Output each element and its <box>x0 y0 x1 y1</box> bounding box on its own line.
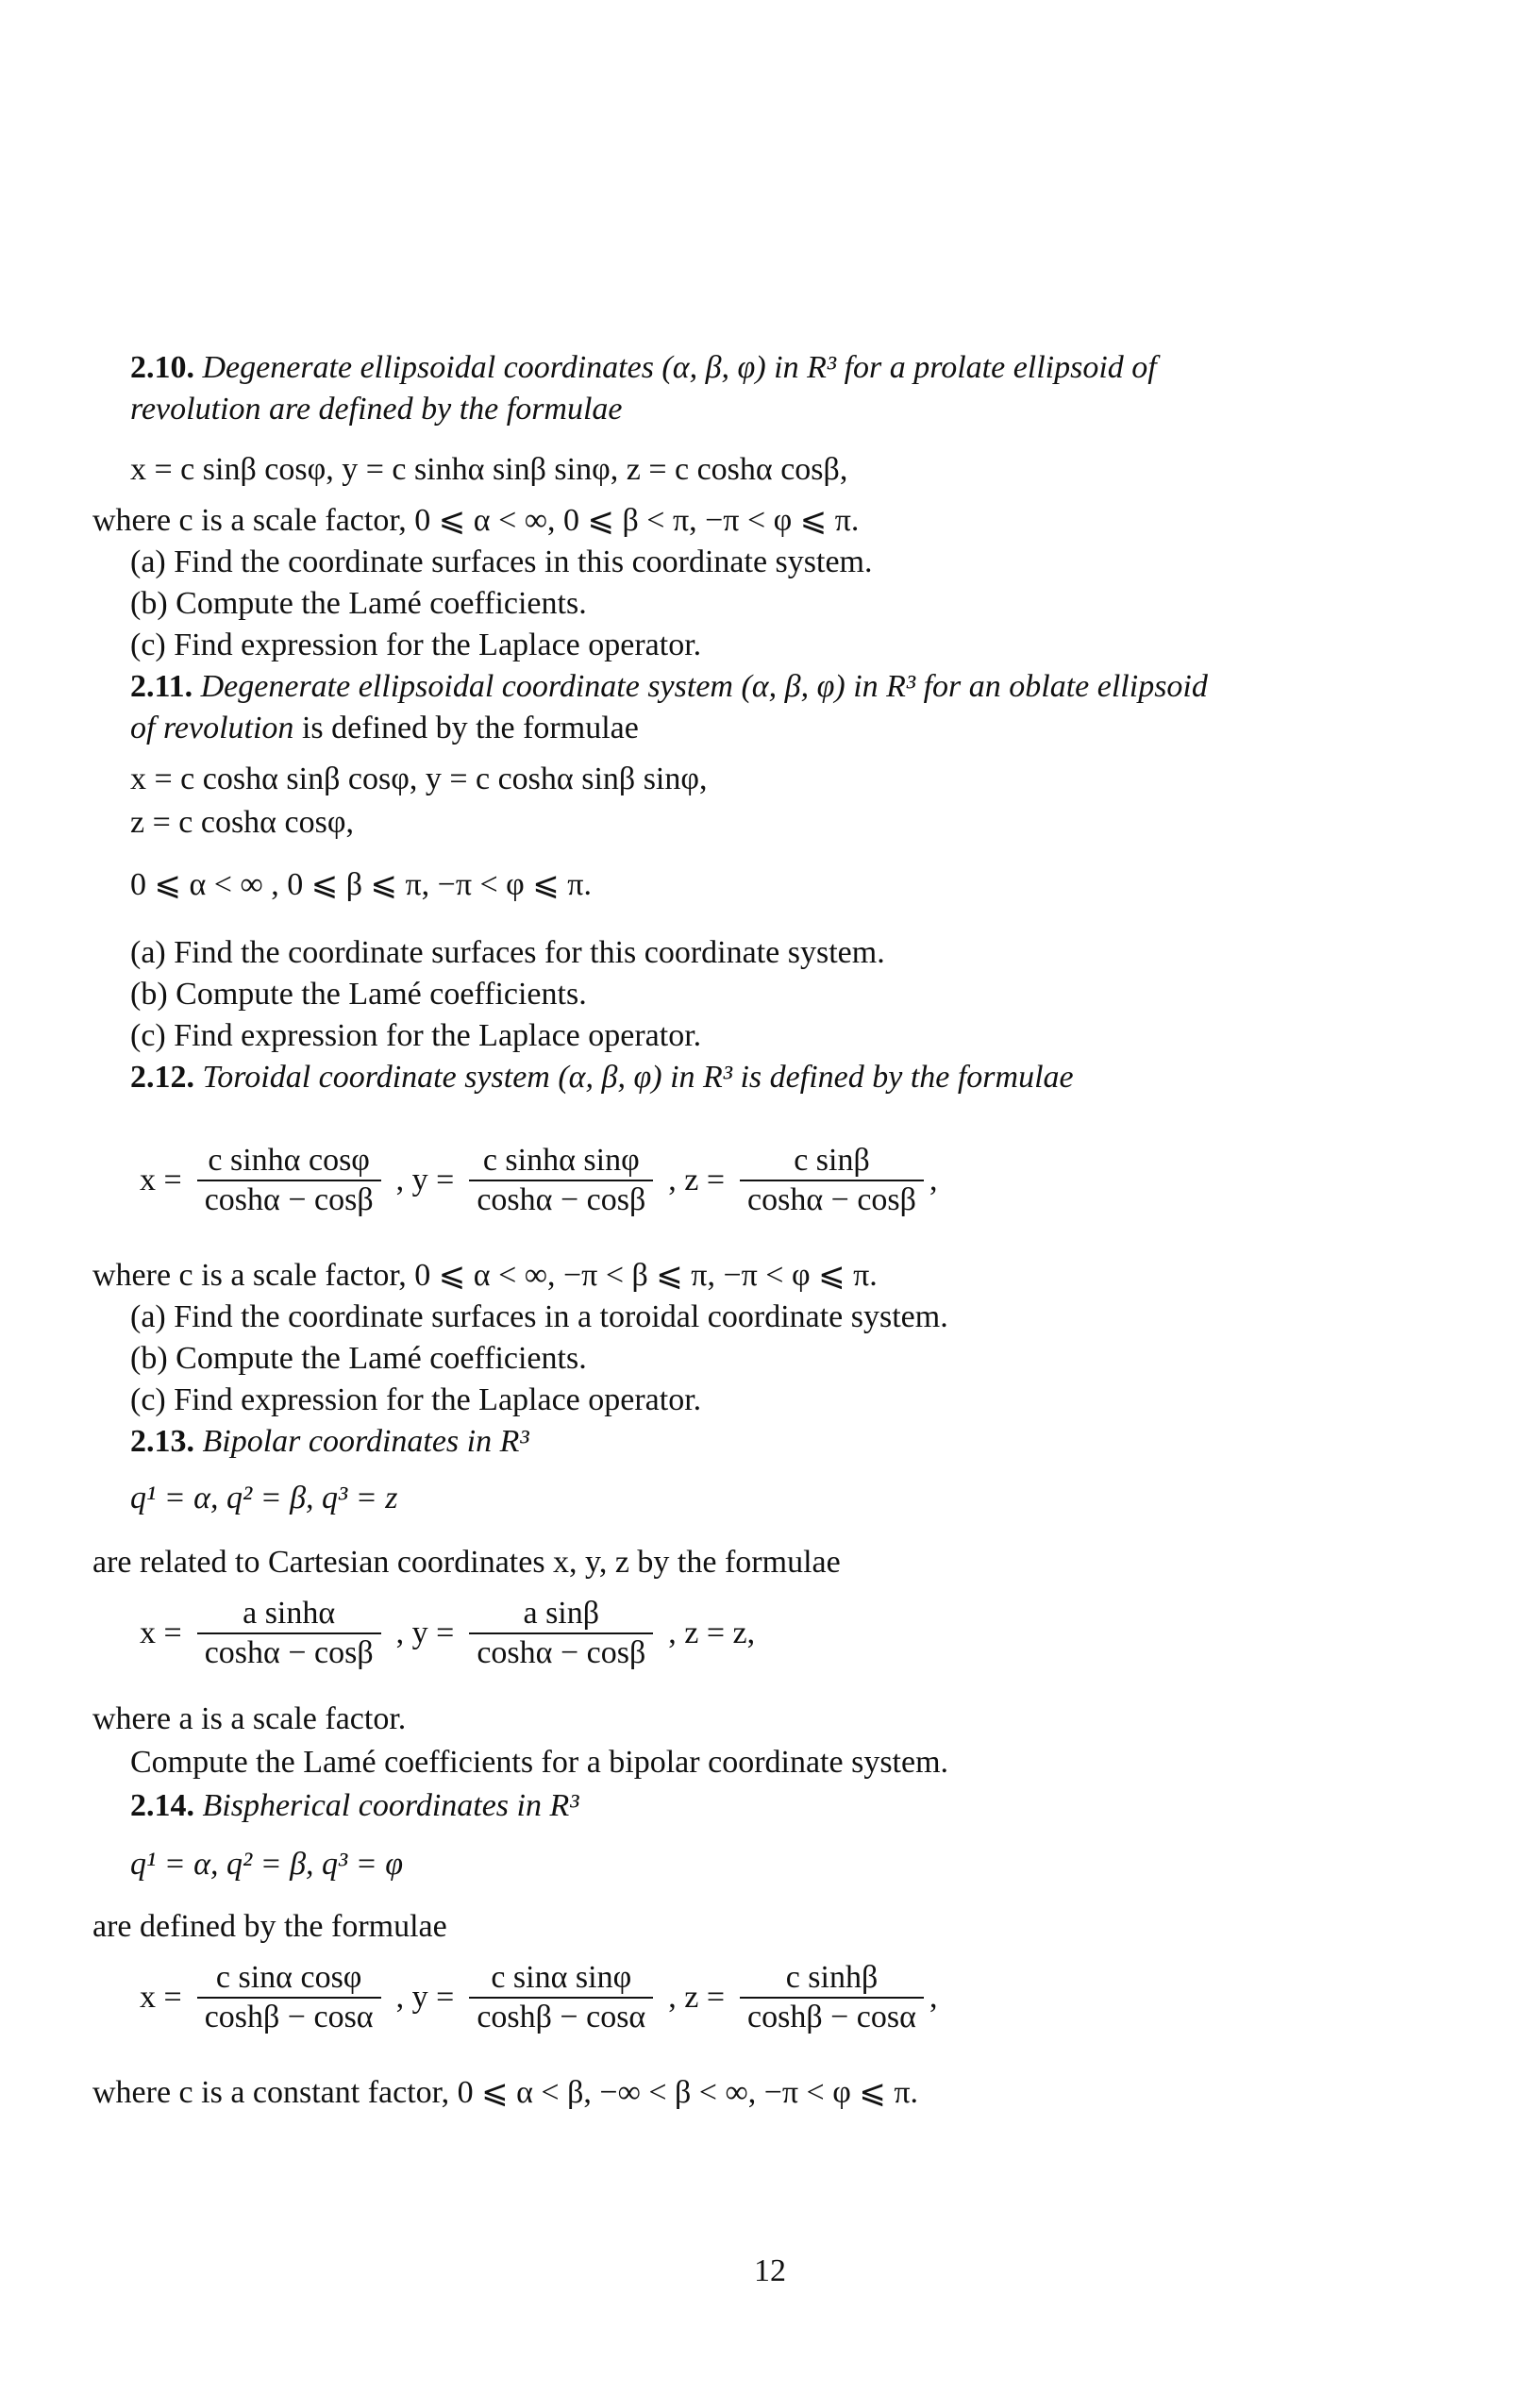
x-fraction <box>197 1142 381 1219</box>
z-fraction <box>740 1959 924 2036</box>
problem-2-10-part-a: (a) Find the coordinate surfaces in this coordinate system. <box>130 544 873 579</box>
y-lhs: , y = <box>395 1980 455 2015</box>
problem-title: Bipolar coordinates in R³ <box>202 1424 529 1459</box>
problem-title: Degenerate ellipsoidal coordinates (α, β, φ) in R³ for a prolate ellipsoid of revolution are defined by the formulae <box>130 350 1157 427</box>
problem-2-11-part-a: (a) Find the coordinate surfaces for this coordinate system. <box>130 935 885 970</box>
problem-2-10-heading <box>92 347 1225 430</box>
z-lhs: , z = <box>668 1980 726 2015</box>
x-fraction <box>197 1595 381 1672</box>
problem-2-11-formula-1: x = c coshα sinβ cosφ, y = c coshα sinβ sinφ, <box>130 762 708 796</box>
problem-2-12-heading <box>92 1057 1225 1098</box>
z-fraction <box>740 1142 924 1219</box>
formula-end: , <box>929 1980 938 2015</box>
page-number: 12 <box>754 2253 786 2288</box>
problem-2-10-formula: x = c sinβ cosφ, y = c sinhα sinβ sinφ, z = c coshα cosβ, <box>130 452 848 487</box>
problem-2-11-formula-2: z = c coshα cosφ, <box>130 805 354 840</box>
y-numerator: a sinβ <box>523 1596 600 1631</box>
problem-2-13-heading <box>92 1421 1225 1463</box>
problem-2-11-heading <box>92 666 1225 749</box>
problem-2-12-part-a: (a) Find the coordinate surfaces in a toroidal coordinate system. <box>130 1299 948 1334</box>
problem-2-13-q-definitions: q¹ = α, q² = β, q³ = z <box>130 1481 398 1515</box>
problem-2-12-part-c: (c) Find expression for the Laplace operator. <box>130 1382 702 1417</box>
z-denominator: coshβ − cosα <box>740 1997 924 2036</box>
x-lhs: x = <box>140 1616 182 1650</box>
y-denominator: coshα − cosβ <box>469 1632 653 1672</box>
problem-2-12-formula <box>92 1142 1225 1219</box>
x-numerator: c sinα cosφ <box>215 1960 362 1995</box>
y-lhs: , y = <box>395 1616 455 1650</box>
x-numerator: c sinhα cosφ <box>208 1143 370 1178</box>
problem-number: 2.11. <box>130 669 193 704</box>
problem-2-13-related: are related to Cartesian coordinates x, y, z by the formulae <box>92 1545 841 1580</box>
problem-2-11-part-c: (c) Find expression for the Laplace operator. <box>130 1018 702 1053</box>
problem-number: 2.13. <box>130 1424 194 1459</box>
problem-2-10-part-c: (c) Find expression for the Laplace operator. <box>130 628 702 662</box>
z-part: , z = z, <box>668 1616 756 1650</box>
problem-2-14-q-definitions: q¹ = α, q² = β, q³ = φ <box>130 1847 403 1882</box>
y-fraction <box>469 1142 653 1219</box>
z-numerator: c sinhβ <box>785 1960 879 1995</box>
problem-2-13-where: where a is a scale factor. <box>92 1701 407 1736</box>
x-fraction <box>197 1959 381 2036</box>
y-denominator: coshβ − cosα <box>469 1997 653 2036</box>
formula-end: , <box>929 1163 938 1197</box>
problem-title-tail: is defined by the formulae <box>293 711 639 745</box>
problem-2-13-compute: Compute the Lamé coefficients for a bipolar coordinate system. <box>130 1745 949 1780</box>
y-numerator: c sinhα sinφ <box>482 1143 640 1178</box>
problem-2-12-part-b: (b) Compute the Lamé coefficients. <box>130 1341 587 1376</box>
x-denominator: coshα − cosβ <box>197 1632 381 1672</box>
y-lhs: , y = <box>395 1163 455 1197</box>
problem-2-14-defined: are defined by the formulae <box>92 1909 447 1944</box>
problem-2-12-where: where c is a scale factor, 0 ⩽ α < ∞, −π < β ⩽ π, −π < φ ⩽ π. <box>92 1258 878 1293</box>
problem-title: Toroidal coordinate system (α, β, φ) in R³ is defined by the formulae <box>202 1060 1074 1095</box>
problem-2-11-ranges: 0 ⩽ α < ∞ , 0 ⩽ β ⩽ π, −π < φ ⩽ π. <box>130 867 592 902</box>
problem-title: Degenerate ellipsoidal coordinate system (α, β, φ) in R³ for an oblate ellipsoid of revolution <box>130 669 1208 745</box>
problem-title: Bispherical coordinates in R³ <box>202 1788 579 1823</box>
problem-2-13-formula <box>92 1595 1225 1672</box>
y-numerator: c sinα sinφ <box>491 1960 632 1995</box>
x-denominator: coshβ − cosα <box>197 1997 381 2036</box>
y-fraction <box>469 1595 653 1672</box>
problem-2-11-part-b: (b) Compute the Lamé coefficients. <box>130 977 587 1012</box>
z-denominator: coshα − cosβ <box>740 1180 924 1219</box>
problem-2-10-part-b: (b) Compute the Lamé coefficients. <box>130 586 587 621</box>
problem-number: 2.14. <box>130 1788 194 1823</box>
x-lhs: x = <box>140 1163 182 1197</box>
x-lhs: x = <box>140 1980 182 2015</box>
x-denominator: coshα − cosβ <box>197 1180 381 1219</box>
z-numerator: c sinβ <box>794 1143 870 1178</box>
y-fraction <box>469 1959 653 2036</box>
y-denominator: coshα − cosβ <box>469 1180 653 1219</box>
problem-2-14-heading <box>92 1785 1225 1827</box>
problem-2-10-where: where c is a scale factor, 0 ⩽ α < ∞, 0 ⩽ β < π, −π < φ ⩽ π. <box>92 503 860 538</box>
problem-number: 2.12. <box>130 1060 194 1095</box>
problem-2-14-where: where c is a constant factor, 0 ⩽ α < β, −∞ < β < ∞, −π < φ ⩽ π. <box>92 2075 919 2110</box>
z-lhs: , z = <box>668 1163 726 1197</box>
problem-2-14-formula <box>92 1959 1225 2036</box>
x-numerator: a sinhα <box>243 1596 336 1631</box>
problem-number: 2.10. <box>130 350 194 385</box>
